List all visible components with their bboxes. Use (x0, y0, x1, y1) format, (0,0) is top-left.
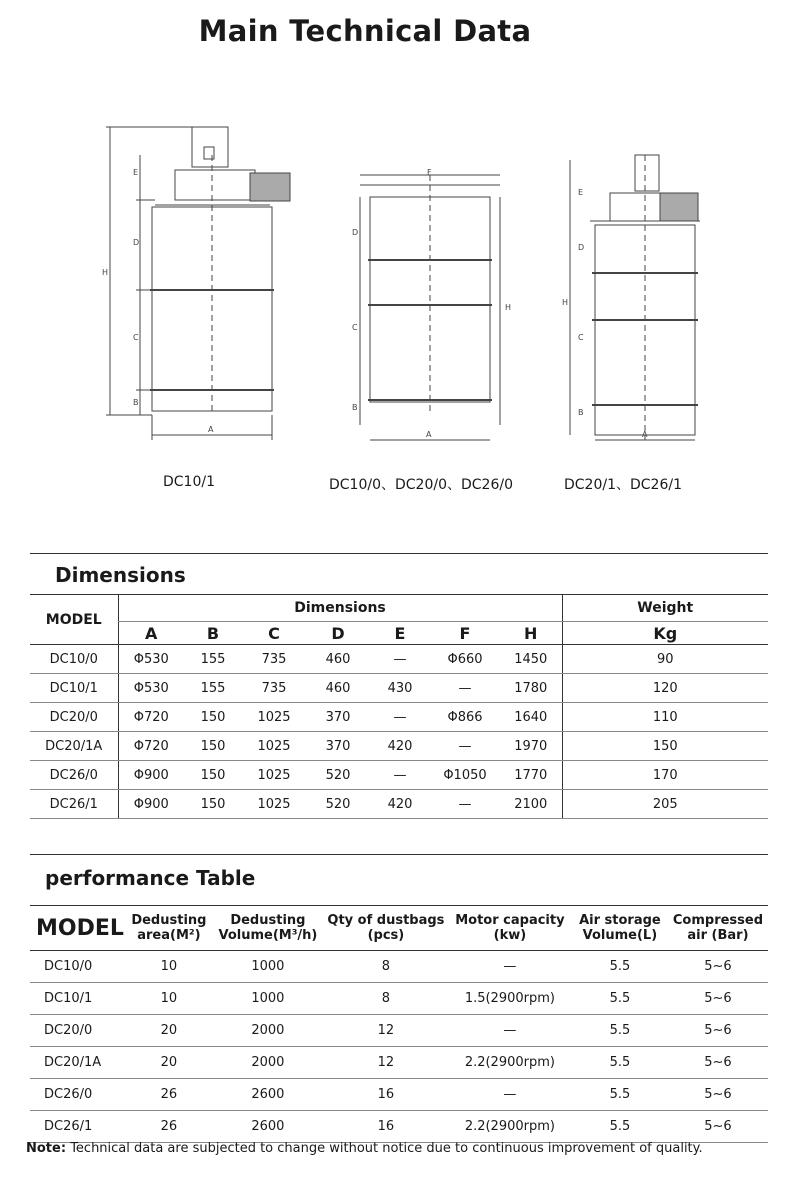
column-header-f: F (430, 622, 500, 645)
c-cell: 735 (242, 674, 306, 703)
table-row (30, 1111, 768, 1143)
volume-cell: 1000 (212, 983, 324, 1015)
table-row (30, 1047, 768, 1079)
label-e: E (578, 188, 584, 197)
label-e: E (133, 168, 139, 177)
column-header-a: A (118, 622, 184, 645)
air-storage-header: Air storage Volume(L) (572, 906, 668, 951)
column-header-b: B (184, 622, 242, 645)
volume-cell: 2000 (212, 1047, 324, 1079)
d-cell: 460 (306, 645, 370, 674)
compressed-air-cell: 5~6 (668, 951, 768, 983)
table-row (30, 1015, 768, 1047)
c-cell: 1025 (242, 761, 306, 790)
model-cell: DC10/1 (30, 674, 118, 703)
compressed-air-cell: 5~6 (668, 1015, 768, 1047)
h-cell: 2100 (500, 790, 562, 819)
volume-cell: 2000 (212, 1015, 324, 1047)
model-header: MODEL (30, 595, 118, 645)
motor-cell: — (448, 1015, 572, 1047)
drawing-dc10-1 (100, 115, 310, 455)
compressed-air-cell: 5~6 (668, 1111, 768, 1143)
weight-cell: 150 (562, 732, 768, 761)
h-cell: 1640 (500, 703, 562, 732)
weight-cell: 205 (562, 790, 768, 819)
weight-cell: 170 (562, 761, 768, 790)
model-cell: DC26/0 (30, 761, 118, 790)
area-cell: 20 (126, 1015, 212, 1047)
a-cell: Φ900 (118, 761, 184, 790)
c-cell: 1025 (242, 790, 306, 819)
b-cell: 150 (184, 790, 242, 819)
e-cell: 420 (370, 790, 430, 819)
b-cell: 155 (184, 674, 242, 703)
model-header: MODEL (30, 906, 126, 951)
volume-header: Dedusting Volume(M³/h) (212, 906, 324, 951)
model-cell: DC26/1 (30, 1111, 126, 1143)
area-cell: 10 (126, 983, 212, 1015)
f-cell: — (430, 790, 500, 819)
area-cell: 26 (126, 1079, 212, 1111)
model-cell: DC10/0 (30, 645, 118, 674)
label-d: D (133, 238, 140, 247)
c-cell: 1025 (242, 703, 306, 732)
model-cell: DC10/0 (30, 951, 126, 983)
dustbags-cell: 16 (324, 1111, 448, 1143)
label-b: B (352, 403, 358, 412)
e-cell: — (370, 645, 430, 674)
a-cell: Φ530 (118, 674, 184, 703)
performance-title: performance Table (45, 866, 256, 890)
label-b: B (578, 408, 584, 417)
volume-cell: 1000 (212, 951, 324, 983)
d-cell: 460 (306, 674, 370, 703)
c-cell: 735 (242, 645, 306, 674)
model-cell: DC20/0 (30, 703, 118, 732)
air-storage-cell: 5.5 (572, 1015, 668, 1047)
e-cell: — (370, 703, 430, 732)
column-header-h: H (500, 622, 562, 645)
label-h: H (562, 298, 569, 307)
motor-cell: — (448, 951, 572, 983)
f-cell: Φ660 (430, 645, 500, 674)
b-cell: 150 (184, 761, 242, 790)
volume-cell: 2600 (212, 1079, 324, 1111)
area-header: Dedusting area(M²) (126, 906, 212, 951)
column-header-c: C (242, 622, 306, 645)
drawing-dc-1-series (560, 115, 720, 455)
model-cell: DC26/0 (30, 1079, 126, 1111)
a-cell: Φ720 (118, 703, 184, 732)
section-divider (30, 854, 768, 855)
model-cell: DC26/1 (30, 790, 118, 819)
label-a: A (642, 430, 648, 439)
h-cell: 1770 (500, 761, 562, 790)
h-cell: 1780 (500, 674, 562, 703)
air-storage-cell: 5.5 (572, 1111, 668, 1143)
table-row (30, 645, 768, 674)
note-text: Technical data are subjected to change without notice due to continuous improvement of quality. (70, 1141, 703, 1156)
b-cell: 155 (184, 645, 242, 674)
weight-unit-header: Kg (562, 622, 768, 645)
label-c: C (352, 323, 358, 332)
d-cell: 520 (306, 790, 370, 819)
dimensions-table (30, 594, 768, 819)
performance-table (30, 905, 768, 1143)
motor-cell: 2.2(2900rpm) (448, 1111, 572, 1143)
e-cell: 430 (370, 674, 430, 703)
motor-cell: — (448, 1079, 572, 1111)
caption-dc-0-series: DC10/0、DC20/0、DC26/0 (329, 477, 513, 493)
label-a: A (426, 430, 432, 439)
motor-cell: 2.2(2900rpm) (448, 1047, 572, 1079)
weight-cell: 120 (562, 674, 768, 703)
a-cell: Φ900 (118, 790, 184, 819)
compressed-air-cell: 5~6 (668, 1047, 768, 1079)
a-cell: Φ530 (118, 645, 184, 674)
model-cell: DC10/1 (30, 983, 126, 1015)
label-h: H (102, 268, 109, 277)
dustbags-cell: 8 (324, 951, 448, 983)
model-cell: DC20/1A (30, 1047, 126, 1079)
dustbags-cell: 16 (324, 1079, 448, 1111)
table-row (30, 983, 768, 1015)
motor-cell: 1.5(2900rpm) (448, 983, 572, 1015)
label-c: C (133, 333, 139, 342)
label-a: A (208, 425, 214, 434)
column-header-e: E (370, 622, 430, 645)
compressed-air-cell: 5~6 (668, 1079, 768, 1111)
column-header-d: D (306, 622, 370, 645)
label-d: D (352, 228, 359, 237)
air-storage-cell: 5.5 (572, 1047, 668, 1079)
volume-cell: 2600 (212, 1111, 324, 1143)
model-cell: DC20/1A (30, 732, 118, 761)
caption-dc10-1: DC10/1 (163, 474, 215, 490)
table-row (30, 703, 768, 732)
f-cell: — (430, 674, 500, 703)
page-title: Main Technical Data (198, 14, 532, 48)
table-row (30, 674, 768, 703)
c-cell: 1025 (242, 732, 306, 761)
table-row (30, 761, 768, 790)
weight-cell: 90 (562, 645, 768, 674)
label-d: D (578, 243, 585, 252)
section-divider (30, 553, 768, 554)
table-row (30, 951, 768, 983)
compressed-air-cell: 5~6 (668, 983, 768, 1015)
table-row (30, 732, 768, 761)
table-row (30, 1079, 768, 1111)
f-cell: Φ866 (430, 703, 500, 732)
dustbags-cell: 12 (324, 1015, 448, 1047)
motor-header: Motor capacity (kw) (448, 906, 572, 951)
e-cell: — (370, 761, 430, 790)
d-cell: 520 (306, 761, 370, 790)
footnote (26, 1141, 703, 1156)
weight-header: Weight (562, 595, 768, 622)
a-cell: Φ720 (118, 732, 184, 761)
f-cell: Φ1050 (430, 761, 500, 790)
dustbags-header: Qty of dustbags (pcs) (324, 906, 448, 951)
b-cell: 150 (184, 732, 242, 761)
h-cell: 1450 (500, 645, 562, 674)
dustbags-cell: 8 (324, 983, 448, 1015)
dimensions-group-header: Dimensions (118, 595, 562, 622)
area-cell: 10 (126, 951, 212, 983)
label-c: C (578, 333, 584, 342)
area-cell: 20 (126, 1047, 212, 1079)
e-cell: 420 (370, 732, 430, 761)
air-storage-cell: 5.5 (572, 983, 668, 1015)
caption-dc-1-series: DC20/1、DC26/1 (564, 477, 682, 493)
label-h: H (505, 303, 512, 312)
dustbags-cell: 12 (324, 1047, 448, 1079)
d-cell: 370 (306, 732, 370, 761)
d-cell: 370 (306, 703, 370, 732)
h-cell: 1970 (500, 732, 562, 761)
b-cell: 150 (184, 703, 242, 732)
compressed-air-header: Compressed air (Bar) (668, 906, 768, 951)
drawing-dc-0-series (340, 115, 530, 455)
table-row (30, 790, 768, 819)
model-cell: DC20/0 (30, 1015, 126, 1047)
note-label: Note: (26, 1141, 67, 1156)
label-b: B (133, 398, 139, 407)
weight-cell: 110 (562, 703, 768, 732)
label-f: F (427, 168, 432, 177)
area-cell: 26 (126, 1111, 212, 1143)
f-cell: — (430, 732, 500, 761)
air-storage-cell: 5.5 (572, 951, 668, 983)
air-storage-cell: 5.5 (572, 1079, 668, 1111)
dimensions-title: Dimensions (55, 563, 186, 587)
